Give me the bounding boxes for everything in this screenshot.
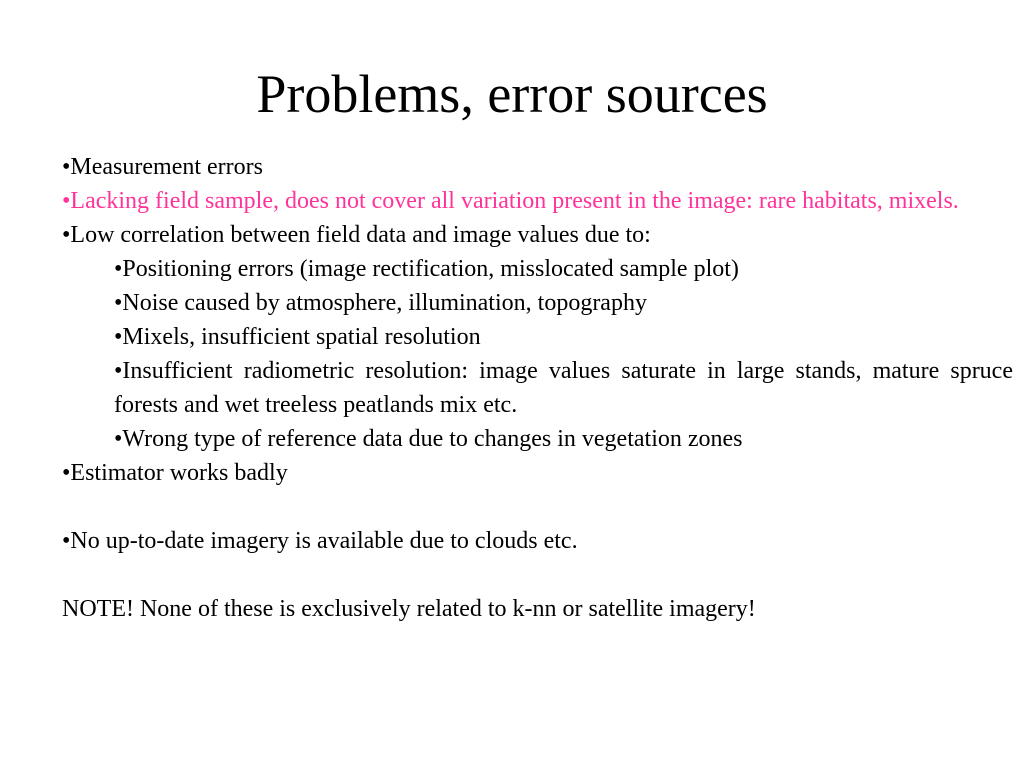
note-text: NOTE! None of these is exclusively related to k-nn or satellite imagery! (62, 596, 756, 622)
slide-title: Problems, error sources (256, 64, 768, 124)
subbullet-mixels: •Mixels, insufficient spatial resolution (114, 324, 481, 350)
bullet-estimator: •Estimator works badly (62, 460, 288, 486)
subbullet-positioning-errors: •Positioning errors (image rectification, misslocated sample plot) (114, 256, 739, 282)
bullet-lacking-field-sample: •Lacking field sample, does not cover all variation present in the image: rare habitats, mixels. (62, 188, 959, 214)
slide-body (62, 150, 1013, 626)
subbullet-wrong-reference-data: •Wrong type of reference data due to changes in vegetation zones (114, 426, 743, 452)
subbullet-radiometric-resolution: •Insufficient radiometric resolution: image values saturate in large stands, mature spruce forests and wet treeless peatlands mix etc. (114, 358, 1013, 418)
bullet-low-correlation: •Low correlation between field data and image values due to: (62, 222, 651, 248)
bullet-measurement-errors: •Measurement errors (62, 154, 263, 180)
subbullet-noise: •Noise caused by atmosphere, illumination, topography (114, 290, 647, 316)
bullet-no-imagery: •No up-to-date imagery is available due to clouds etc. (62, 528, 578, 554)
